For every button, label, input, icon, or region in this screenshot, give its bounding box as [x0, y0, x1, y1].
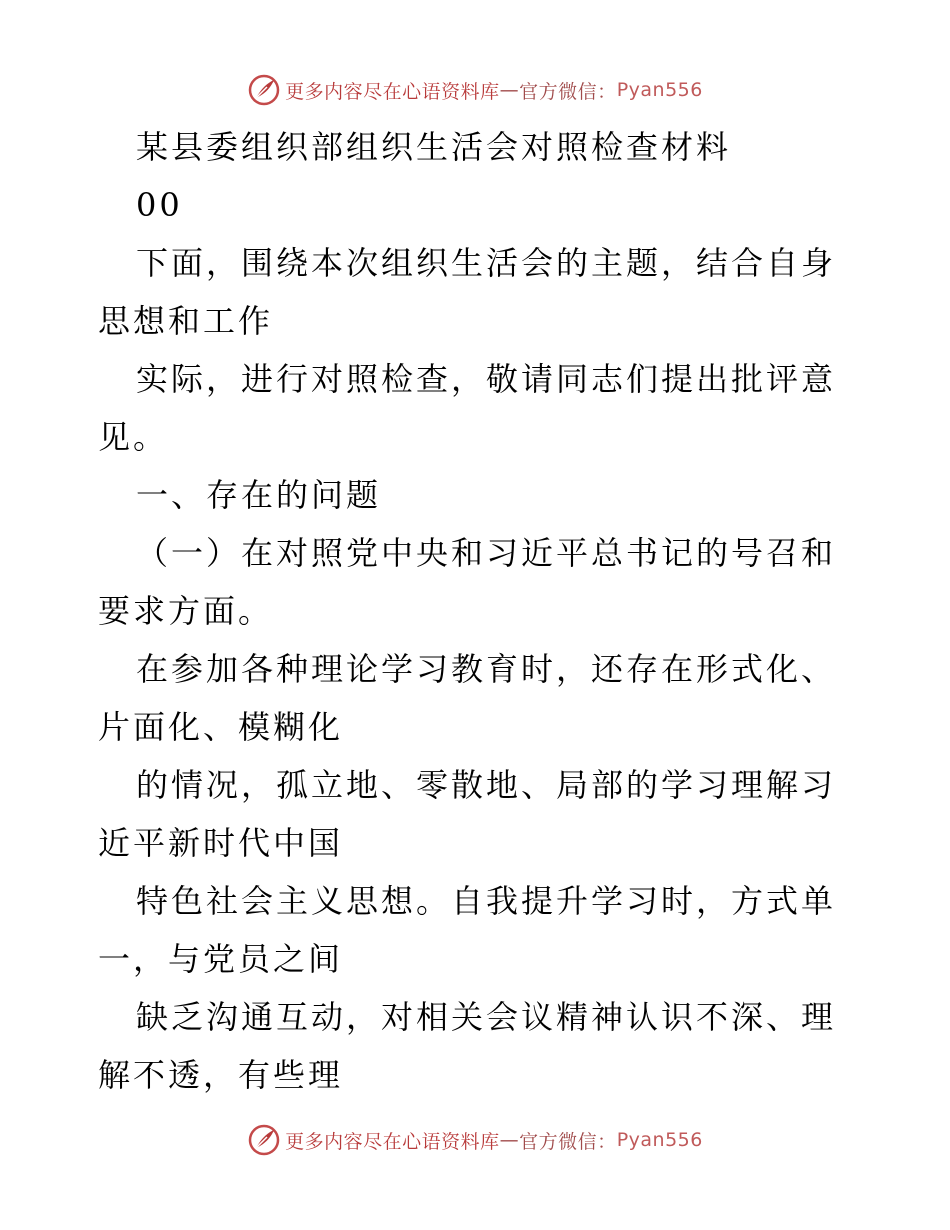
- paragraph: 的情况，孤立地、零散地、局部的学习理解习近平新时代中国: [98, 766, 837, 862]
- paragraph: 在参加各种理论学习教育时，还存在形式化、片面化、模糊化: [98, 650, 837, 746]
- watermark-brand-text: 更多内容尽在心语资料库: [285, 80, 500, 103]
- section-heading: 一、存在的问题: [136, 476, 382, 514]
- watermark-wechat-id: Pyan556: [616, 1129, 703, 1151]
- paragraph: 下面，围绕本次组织生活会的主题，结合自身思想和工作: [98, 244, 837, 340]
- watermark-dash: —: [499, 1129, 520, 1151]
- feather-pen-logo-icon: [247, 1123, 281, 1157]
- paragraph: 特色社会主义思想。自我提升学习时，方式单一，与党员之间: [98, 882, 837, 978]
- watermark-official-label: 官方微信：: [519, 80, 617, 103]
- subsection-heading: （一）在对照党中央和习近平总书记的号召和要求方面。: [98, 534, 837, 630]
- document-body: [98, 118, 858, 1104]
- watermark-dash: —: [499, 79, 520, 101]
- watermark-footer: [0, 1120, 950, 1160]
- watermark-wechat-id: Pyan556: [616, 79, 703, 101]
- feather-pen-logo-icon: [247, 73, 281, 107]
- watermark-header: [0, 70, 950, 110]
- paragraph: 实际，进行对照检查，敬请同志们提出批评意见。: [98, 360, 837, 456]
- document-title: 某县委组织部组织生活会对照检查材料: [136, 128, 732, 166]
- paragraph: 缺乏沟通互动，对相关会议精神认识不深、理解不透，有些理: [98, 998, 837, 1094]
- watermark-official-label: 官方微信：: [519, 1130, 617, 1153]
- paragraph: 00: [136, 186, 183, 224]
- watermark-brand-text: 更多内容尽在心语资料库: [285, 1130, 500, 1153]
